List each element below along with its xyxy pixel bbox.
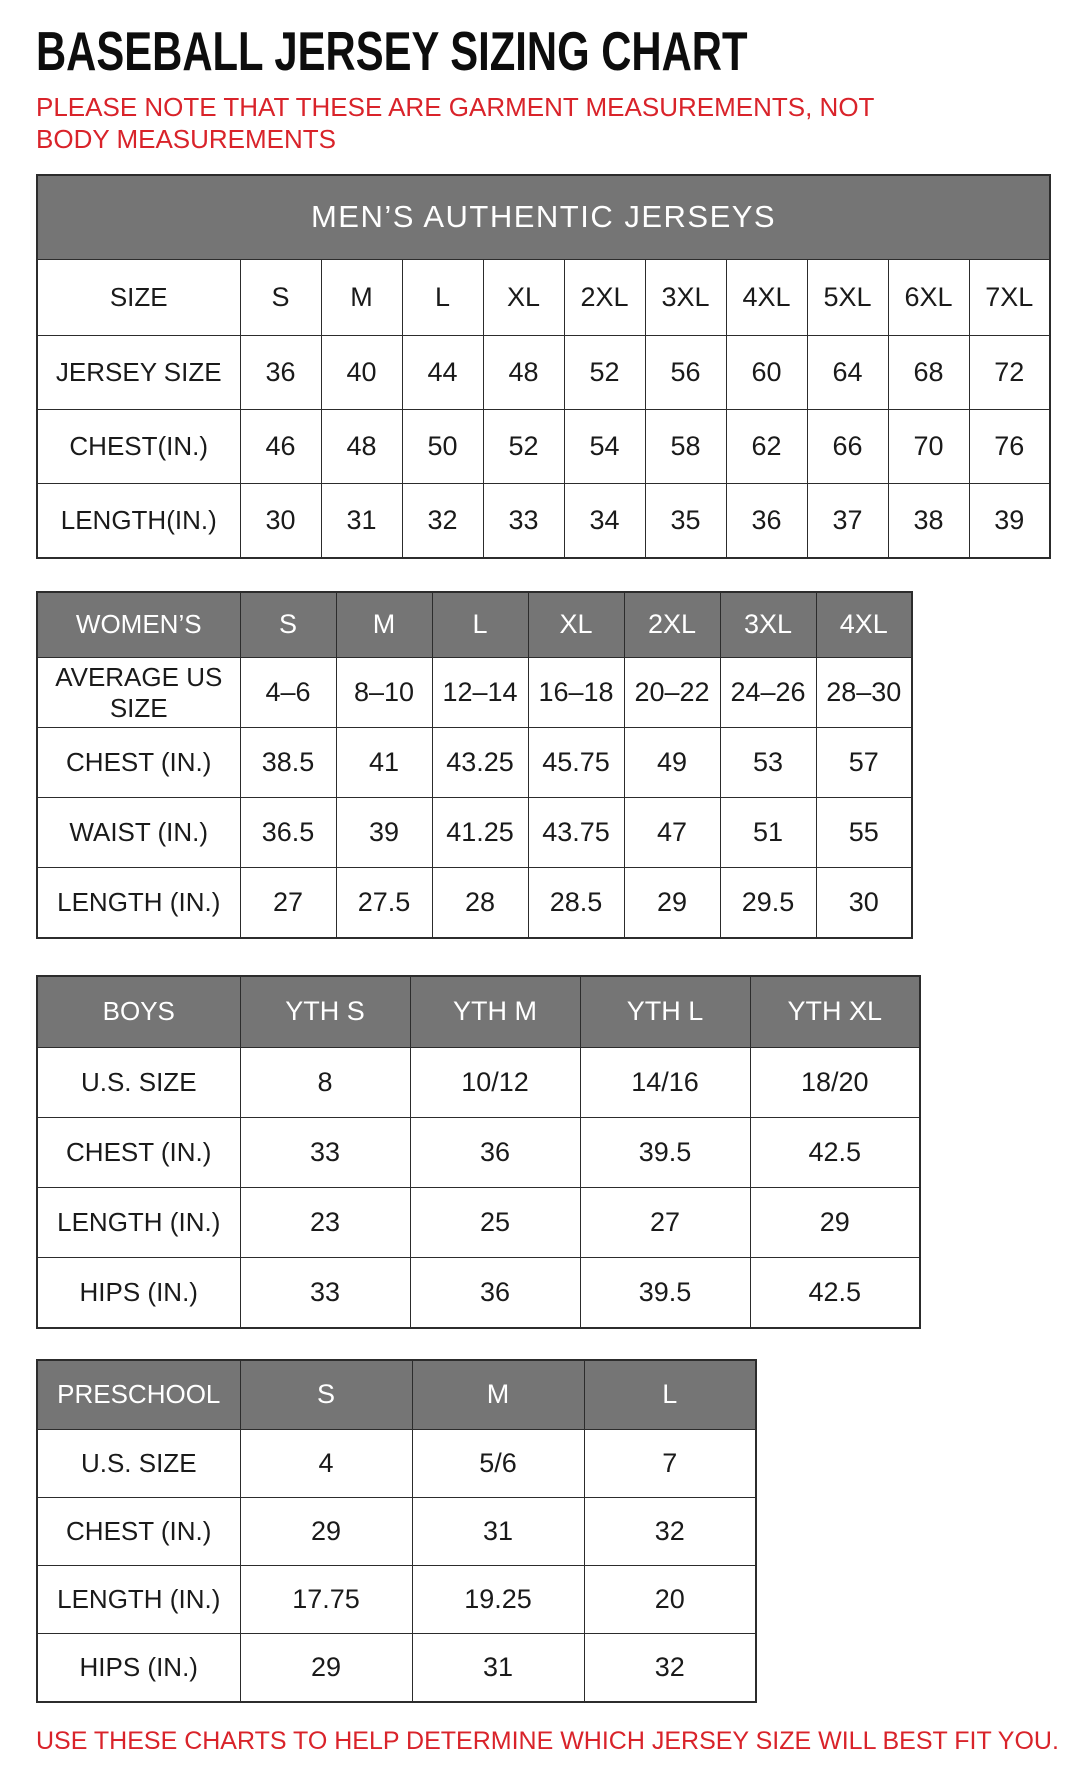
womens-value-cell: 28.5: [528, 868, 624, 938]
measurement-note: PLEASE NOTE THAT THESE ARE GARMENT MEASUREMENTS, NOT BODY MEASUREMENTS: [36, 92, 874, 155]
boys-row: [37, 1118, 920, 1188]
boys-row: [37, 1258, 920, 1328]
mens-value-cell: 44: [402, 336, 483, 410]
preschool-header-value: S: [240, 1360, 412, 1430]
boys-row: [37, 1188, 920, 1258]
preschool-row-label: HIPS (IN.): [37, 1634, 240, 1702]
mens-row: [37, 410, 1050, 484]
mens-row: [37, 336, 1050, 410]
preschool-value-cell: 32: [584, 1634, 756, 1702]
mens-row-label: LENGTH(IN.): [37, 484, 240, 558]
boys-value-cell: 39.5: [580, 1258, 750, 1328]
preschool-value-cell: 29: [240, 1498, 412, 1566]
mens-header-value: XL: [483, 260, 564, 336]
boys-value-cell: 10/12: [410, 1048, 580, 1118]
womens-row-label: WAIST (IN.): [37, 798, 240, 868]
mens-value-cell: 60: [726, 336, 807, 410]
mens-value-cell: 32: [402, 484, 483, 558]
mens-value-cell: 30: [240, 484, 321, 558]
boys-value-cell: 29: [750, 1188, 920, 1258]
womens-value-cell: 55: [816, 798, 912, 868]
boys-table: [36, 975, 921, 1329]
preschool-header-value: M: [412, 1360, 584, 1430]
womens-value-cell: 8–10: [336, 658, 432, 728]
womens-value-cell: 53: [720, 728, 816, 798]
womens-value-cell: 27: [240, 868, 336, 938]
preschool-value-cell: 31: [412, 1634, 584, 1702]
mens-value-cell: 54: [564, 410, 645, 484]
boys-header-value: YTH M: [410, 976, 580, 1048]
boys-value-cell: 27: [580, 1188, 750, 1258]
womens-value-cell: 49: [624, 728, 720, 798]
boys-value-cell: 14/16: [580, 1048, 750, 1118]
mens-value-cell: 58: [645, 410, 726, 484]
womens-value-cell: 4–6: [240, 658, 336, 728]
mens-banner: MEN’S AUTHENTIC JERSEYS: [37, 175, 1050, 260]
preschool-value-cell: 19.25: [412, 1566, 584, 1634]
mens-value-cell: 38: [888, 484, 969, 558]
mens-value-cell: 76: [969, 410, 1050, 484]
mens-row: [37, 484, 1050, 558]
womens-value-cell: 29.5: [720, 868, 816, 938]
womens-value-cell: 41: [336, 728, 432, 798]
boys-value-cell: 25: [410, 1188, 580, 1258]
boys-value-cell: 39.5: [580, 1118, 750, 1188]
mens-value-cell: 40: [321, 336, 402, 410]
mens-value-cell: 48: [321, 410, 402, 484]
mens-table: [36, 174, 1051, 559]
boys-header-value: YTH XL: [750, 976, 920, 1048]
womens-header-value: 2XL: [624, 592, 720, 658]
boys-header-value: YTH S: [240, 976, 410, 1048]
mens-value-cell: 48: [483, 336, 564, 410]
mens-value-cell: 33: [483, 484, 564, 558]
mens-value-cell: 64: [807, 336, 888, 410]
preschool-value-cell: 7: [584, 1430, 756, 1498]
boys-row-label: LENGTH (IN.): [37, 1188, 240, 1258]
womens-value-cell: 16–18: [528, 658, 624, 728]
boys-value-cell: 42.5: [750, 1118, 920, 1188]
womens-value-cell: 24–26: [720, 658, 816, 728]
mens-header-label: SIZE: [37, 260, 240, 336]
mens-value-cell: 50: [402, 410, 483, 484]
womens-value-cell: 39: [336, 798, 432, 868]
womens-table: [36, 591, 913, 939]
mens-header-value: 4XL: [726, 260, 807, 336]
mens-row-label: CHEST(IN.): [37, 410, 240, 484]
preschool-value-cell: 29: [240, 1634, 412, 1702]
boys-value-cell: 18/20: [750, 1048, 920, 1118]
womens-row: [37, 728, 912, 798]
boys-value-cell: 8: [240, 1048, 410, 1118]
womens-row: [37, 798, 912, 868]
mens-value-cell: 34: [564, 484, 645, 558]
mens-value-cell: 35: [645, 484, 726, 558]
boys-value-cell: 33: [240, 1258, 410, 1328]
boys-row-label: HIPS (IN.): [37, 1258, 240, 1328]
preschool-row: [37, 1566, 756, 1634]
page-title: BASEBALL JERSEY SIZING CHART: [36, 20, 748, 82]
mens-value-cell: 46: [240, 410, 321, 484]
womens-header-value: XL: [528, 592, 624, 658]
preschool-header-value: L: [584, 1360, 756, 1430]
womens-row: [37, 658, 912, 728]
boys-header-value: YTH L: [580, 976, 750, 1048]
womens-row-label: LENGTH (IN.): [37, 868, 240, 938]
womens-value-cell: 38.5: [240, 728, 336, 798]
womens-value-cell: 20–22: [624, 658, 720, 728]
womens-value-cell: 47: [624, 798, 720, 868]
boys-value-cell: 36: [410, 1118, 580, 1188]
mens-value-cell: 39: [969, 484, 1050, 558]
womens-row-label: CHEST (IN.): [37, 728, 240, 798]
womens-value-cell: 29: [624, 868, 720, 938]
womens-value-cell: 45.75: [528, 728, 624, 798]
mens-header-value: 2XL: [564, 260, 645, 336]
womens-header-value: S: [240, 592, 336, 658]
womens-value-cell: 57: [816, 728, 912, 798]
mens-header-value: 3XL: [645, 260, 726, 336]
boys-value-cell: 33: [240, 1118, 410, 1188]
mens-value-cell: 36: [240, 336, 321, 410]
boys-value-cell: 42.5: [750, 1258, 920, 1328]
boys-row-label: U.S. SIZE: [37, 1048, 240, 1118]
womens-value-cell: 43.75: [528, 798, 624, 868]
preschool-row: [37, 1430, 756, 1498]
womens-value-cell: 28–30: [816, 658, 912, 728]
mens-value-cell: 66: [807, 410, 888, 484]
mens-header-value: 6XL: [888, 260, 969, 336]
tables-container: [36, 174, 1057, 1703]
womens-value-cell: 51: [720, 798, 816, 868]
boys-value-cell: 23: [240, 1188, 410, 1258]
mens-header-value: S: [240, 260, 321, 336]
preschool-table: [36, 1359, 757, 1703]
preschool-value-cell: 32: [584, 1498, 756, 1566]
womens-value-cell: 28: [432, 868, 528, 938]
preschool-value-cell: 31: [412, 1498, 584, 1566]
womens-value-cell: 43.25: [432, 728, 528, 798]
mens-value-cell: 37: [807, 484, 888, 558]
footer-note: USE THESE CHARTS TO HELP DETERMINE WHICH JERSEY SIZE WILL BEST FIT YOU.: [36, 1726, 1059, 1755]
preschool-value-cell: 17.75: [240, 1566, 412, 1634]
preschool-value-cell: 4: [240, 1430, 412, 1498]
mens-value-cell: 56: [645, 336, 726, 410]
preschool-header-label: PRESCHOOL: [37, 1360, 240, 1430]
preschool-row: [37, 1498, 756, 1566]
boys-row: [37, 1048, 920, 1118]
mens-header-value: 7XL: [969, 260, 1050, 336]
preschool-row-label: U.S. SIZE: [37, 1430, 240, 1498]
preschool-value-cell: 20: [584, 1566, 756, 1634]
womens-value-cell: 30: [816, 868, 912, 938]
womens-header-value: L: [432, 592, 528, 658]
mens-value-cell: 62: [726, 410, 807, 484]
mens-value-cell: 36: [726, 484, 807, 558]
mens-value-cell: 70: [888, 410, 969, 484]
womens-header-label: WOMEN’S: [37, 592, 240, 658]
mens-row-label: JERSEY SIZE: [37, 336, 240, 410]
mens-value-cell: 72: [969, 336, 1050, 410]
boys-row-label: CHEST (IN.): [37, 1118, 240, 1188]
preschool-row: [37, 1634, 756, 1702]
preschool-value-cell: 5/6: [412, 1430, 584, 1498]
mens-value-cell: 68: [888, 336, 969, 410]
womens-header-value: 3XL: [720, 592, 816, 658]
mens-value-cell: 52: [564, 336, 645, 410]
mens-value-cell: 52: [483, 410, 564, 484]
womens-value-cell: 41.25: [432, 798, 528, 868]
mens-value-cell: 31: [321, 484, 402, 558]
womens-value-cell: 27.5: [336, 868, 432, 938]
preschool-row-label: CHEST (IN.): [37, 1498, 240, 1566]
mens-header-value: L: [402, 260, 483, 336]
womens-value-cell: 12–14: [432, 658, 528, 728]
boys-value-cell: 36: [410, 1258, 580, 1328]
womens-header-value: M: [336, 592, 432, 658]
mens-header-value: 5XL: [807, 260, 888, 336]
womens-header-value: 4XL: [816, 592, 912, 658]
womens-value-cell: 36.5: [240, 798, 336, 868]
womens-row: [37, 868, 912, 938]
preschool-row-label: LENGTH (IN.): [37, 1566, 240, 1634]
boys-header-label: BOYS: [37, 976, 240, 1048]
womens-row-label: AVERAGE US SIZE: [37, 658, 240, 728]
mens-header-value: M: [321, 260, 402, 336]
